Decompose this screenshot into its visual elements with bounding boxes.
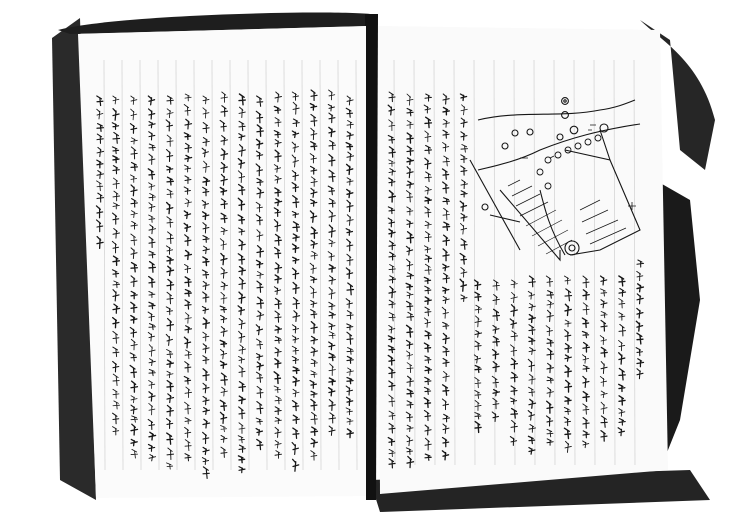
right-page (378, 26, 668, 494)
left-page (78, 26, 366, 498)
